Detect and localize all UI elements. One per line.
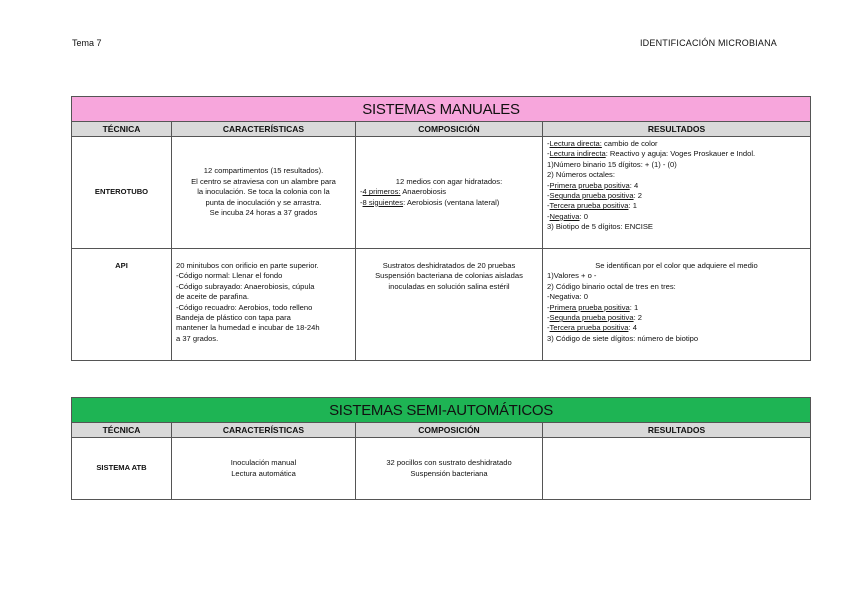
- characteristics-cell: [172, 249, 356, 361]
- composition-line: -4 primeros: Anaerobiosis: [360, 187, 447, 197]
- results-line: -Tercera prueba positiva: 1: [547, 201, 637, 211]
- characteristics-line: punta de inoculación y se arrastra.: [205, 197, 322, 207]
- column-header-tecnica: TÉCNICA: [72, 423, 172, 438]
- characteristics-line: -Código recuadro: Aerobios, todo relleno: [176, 302, 313, 312]
- technique-name: API: [72, 249, 172, 361]
- table-row-sistema-atb: [72, 438, 811, 500]
- results-key: Tercera prueba positiva: [549, 201, 629, 211]
- composition-line: 12 medios con agar hidratados:: [395, 176, 503, 186]
- results-key: Negativa: [549, 211, 580, 221]
- composition-cell: [356, 438, 543, 500]
- results-key: Lectura directa:: [549, 139, 602, 148]
- characteristics-line: -Código subrayado: Anaerobiosis, cúpula: [176, 281, 315, 291]
- column-header-caracteristicas: CARACTERÍSTICAS: [172, 122, 356, 137]
- results-key: Primera prueba positiva: [549, 302, 630, 312]
- results-value: : 4: [628, 323, 637, 333]
- characteristics-line: a 37 grados.: [176, 333, 219, 343]
- composition-line: 32 pocillos con sustrato deshidratado: [386, 458, 512, 468]
- results-cell: [543, 438, 811, 500]
- page-header-title: IDENTIFICACIÓN MICROBIANA: [639, 38, 777, 48]
- composition-key: 8 siguientes: [362, 197, 404, 207]
- results-key: Tercera prueba positiva: [549, 323, 629, 333]
- characteristics-cell: [172, 438, 356, 500]
- characteristics-line: 12 compartimentos (15 resultados).: [203, 166, 324, 176]
- results-line: -Negativa: 0: [547, 211, 588, 221]
- results-line: 3) Código de siete dígitos: número de biotipo: [547, 333, 699, 343]
- technique-name: ENTEROTUBO: [72, 137, 172, 249]
- characteristics-line: mantener la humedad e incubar de 18-24h: [176, 323, 320, 333]
- results-line: -Lectura indirecta: Reactivo y aguja: Voges Proskauer e Indol.: [547, 149, 756, 159]
- results-value: : 2: [633, 191, 643, 201]
- results-line: -Primera prueba positiva: 1: [547, 302, 639, 312]
- results-key: Lectura indirecta: [549, 149, 606, 159]
- column-header-caracteristicas: CARACTERÍSTICAS: [172, 423, 356, 438]
- composition-cell: [356, 137, 543, 249]
- characteristics-line: la inoculación. Se toca la colonia con la: [197, 187, 330, 197]
- results-line: 2) Código binario octal de tres en tres:: [547, 281, 676, 291]
- results-line: -Negativa: 0: [547, 292, 588, 302]
- table-row-api: [72, 249, 811, 361]
- results-line: 1)Valores + o -: [547, 271, 597, 281]
- composition-line: Suspensión bacteriana de colonias aisladas: [375, 271, 523, 281]
- characteristics-line: Se incuba 24 horas a 37 grados: [209, 208, 318, 218]
- composition-cell: [356, 249, 543, 361]
- technique-name: SISTEMA ATB: [72, 438, 172, 500]
- column-header-resultados: RESULTADOS: [543, 122, 811, 137]
- results-key: Primera prueba positiva: [549, 180, 630, 190]
- page-header-topic: Tema 7: [72, 38, 102, 48]
- column-header-composicion: COMPOSICIÓN: [356, 122, 543, 137]
- composition-value: Anaerobiosis: [400, 187, 447, 197]
- results-key: Segunda prueba positiva: [549, 191, 634, 201]
- column-header-resultados: RESULTADOS: [543, 423, 811, 438]
- composition-value: : Aerobiosis (ventana lateral): [403, 197, 500, 207]
- characteristics-line: 20 minitubos con orificio en parte superior.: [176, 261, 319, 270]
- characteristics-line: Lectura automática: [231, 468, 296, 478]
- results-cell: [543, 249, 811, 361]
- column-header-composicion: COMPOSICIÓN: [356, 423, 543, 438]
- results-line: -Segunda prueba positiva: 2: [547, 191, 643, 201]
- manual-systems-table: [71, 96, 811, 361]
- results-value: : 4: [629, 180, 639, 190]
- characteristics-line: El centro se atraviesa con un alambre para: [191, 176, 336, 186]
- results-value: : 1: [629, 302, 639, 312]
- composition-line: Sustratos deshidratados de 20 pruebas: [382, 261, 516, 270]
- characteristics-cell: [172, 137, 356, 249]
- results-cell: [543, 137, 811, 249]
- semi-automatic-systems-table: [71, 397, 811, 500]
- results-value: : 2: [633, 313, 643, 323]
- results-line: 1)Número binario 15 dígitos: + (1) - (0): [547, 159, 677, 169]
- results-line: 3) Biotipo de 5 dígitos: ENCISE: [547, 222, 653, 232]
- composition-line: -8 siguientes: Aerobiosis (ventana lateral): [360, 197, 500, 207]
- composition-key: 4 primeros:: [362, 187, 401, 197]
- results-value: : 1: [628, 201, 637, 211]
- characteristics-line: Bandeja de plástico con tapa para: [176, 313, 291, 323]
- characteristics-line: -Código normal: Llenar el fondo: [176, 271, 283, 281]
- composition-line: Suspensión bacteriana: [410, 468, 488, 478]
- results-line: -Segunda prueba positiva: 2: [547, 313, 643, 323]
- composition-line: inoculadas en solución salina estéril: [388, 281, 510, 291]
- results-line: -Tercera prueba positiva: 4: [547, 323, 637, 333]
- results-line: -Primera prueba positiva: 4: [547, 180, 639, 190]
- results-value: : Reactivo y aguja: Voges Proskauer e Indol.: [605, 149, 756, 159]
- results-key: Segunda prueba positiva: [549, 313, 634, 323]
- table-row-enterotubo: [72, 137, 811, 249]
- results-line: -Lectura directa: cambio de color: [547, 139, 658, 148]
- semi-automatic-systems-title: SISTEMAS SEMI-AUTOMÁTICOS: [72, 398, 811, 423]
- results-line: 2) Números octales:: [547, 170, 615, 180]
- manual-systems-title: SISTEMAS MANUALES: [72, 97, 811, 122]
- characteristics-line: Inoculación manual: [230, 458, 297, 468]
- results-value: cambio de color: [601, 139, 658, 148]
- results-line: Se identifican por el color que adquiere el medio: [595, 261, 758, 270]
- characteristics-line: de aceite de parafina.: [176, 292, 250, 302]
- column-header-tecnica: TÉCNICA: [72, 122, 172, 137]
- results-value: : 0: [579, 211, 588, 221]
